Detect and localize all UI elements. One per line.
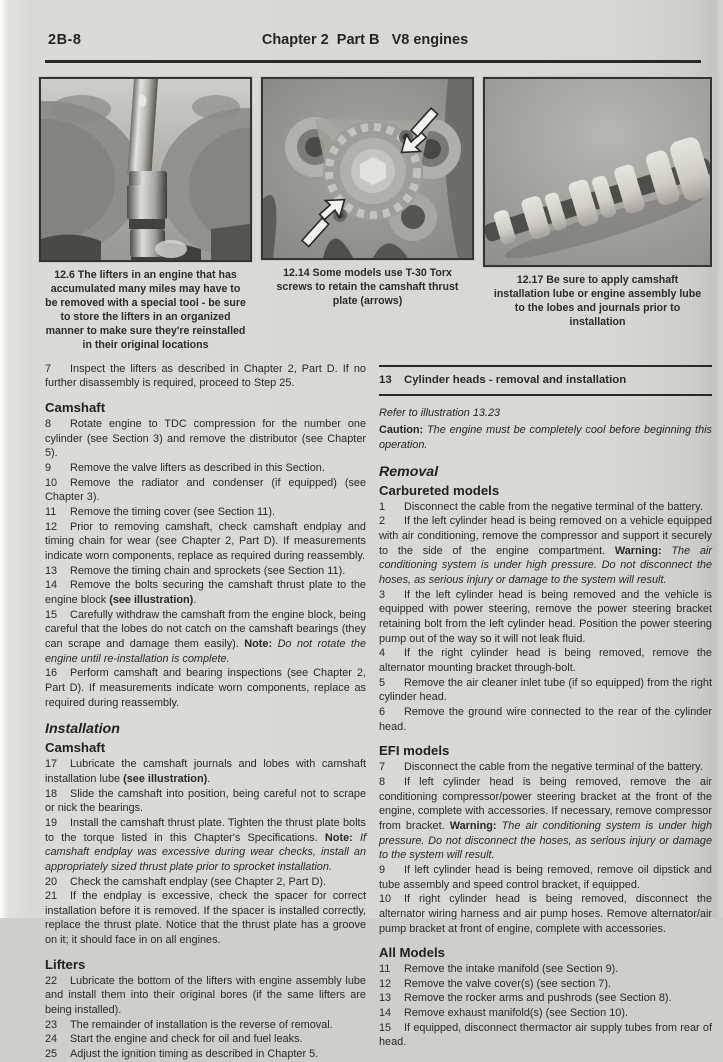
procedure-step [45, 1018, 366, 1033]
procedure-step [45, 974, 366, 1018]
procedure-step [45, 520, 366, 564]
procedure-step [379, 705, 712, 734]
procedure-step [379, 991, 712, 1006]
topic-heading: EFI models [379, 743, 450, 759]
step-text: Perform camshaft and bearing inspections (see Chapter 2, Part D). If measurements indicate worn components, replace as required during reassembly. [45, 667, 366, 709]
step-number: 3 [379, 588, 386, 601]
procedure-step [45, 875, 366, 890]
step-text: Install the camshaft thrust plate. Tighten the thrust plate bolts to the torque listed in this Chapter's Specifications. [45, 816, 366, 844]
step-text: The remainder of installation is the reverse of removal. [70, 1018, 333, 1031]
step-number: 20 [45, 875, 58, 888]
step-text: Rotate engine to TDC compression for the number one cylinder (see Section 3) and remove the distributor (see Chapter 5). [45, 418, 366, 460]
lifter-removal-photo [39, 77, 252, 262]
topic-heading: Lifters [45, 956, 86, 972]
illustration-reference [379, 406, 712, 421]
procedure-step [45, 417, 366, 461]
step-text: If right cylinder head is being removed, disconnect the alternator wiring harness and air pump hoses. Remove alternator/air pump bracket at front of engine, complete with accessories. [379, 893, 712, 935]
step-number: 8 [379, 775, 386, 788]
procedure-step [45, 476, 366, 505]
figure-12-6 [39, 77, 252, 353]
step-text: Inspect the lifters as described in Chapter 2, Part D. If no further disassembly is required, proceed to Step 25. [45, 362, 366, 390]
step-text: Warning: [449, 819, 502, 832]
procedure-step [45, 578, 366, 607]
step-text: Remove the timing cover (see Section 11). [70, 506, 275, 519]
section-13-banner [379, 365, 712, 396]
step-text: The air conditioning system is under high pressure. Do not disconnect the hoses, as serious injury or damage to the system will result. [379, 819, 712, 862]
step-text: Start the engine and check for oil and fuel leaks. [70, 1033, 303, 1046]
step-number: 21 [45, 890, 58, 903]
topic-heading: Camshaft [45, 400, 106, 416]
step-number: 15 [379, 1021, 392, 1034]
step-text: Refer to illustration 13.23 [379, 406, 501, 419]
step-number: 9 [45, 462, 52, 475]
step-text: Remove the valve cover(s) (see section 7). [404, 977, 612, 990]
step-text: If camshaft endplay was excessive during wear checks, install an appropriately sized thrust plate prior to sprocket installation. [45, 831, 366, 873]
figure-12-14-caption: 12.14 Some models use T-30 Torx screws to retain the camshaft thrust plate (arrows) [276, 267, 459, 307]
step-number: 24 [45, 1033, 58, 1046]
thrust-plate-photo [261, 77, 474, 260]
procedure-step [379, 892, 712, 936]
step-number: 14 [379, 1007, 392, 1020]
procedure-step [45, 1032, 366, 1047]
photo-row [39, 77, 705, 353]
step-text: Prior to removing camshaft, check camshaft endplay and timing chain for wear (see Chapter 2, Part D). If measurements indicate worn components, replace as required during reassembly. [45, 520, 366, 563]
lifter-removal-illustration [41, 79, 250, 260]
step-text: Remove exhaust manifold(s) (see Section 10). [404, 1007, 628, 1020]
subsection-heading: Removal [379, 463, 439, 480]
procedure-step [379, 775, 712, 863]
procedure-step [45, 787, 366, 816]
step-text: Remove the air cleaner inlet tube (if so equipped) from the right cylinder head. [379, 676, 712, 704]
figure-12-6-caption: 12.6 The lifters in an engine that has accumulated many miles may have to be removed with a special tool - be sure to store the lifters in an organized manner to make sure they're reinstalled in their original locations [45, 269, 246, 351]
step-text: Adjust the ignition timing as described in Chapter 5. [70, 1048, 319, 1061]
section-title: Cylinder heads - removal and installation [404, 373, 627, 386]
figure-12-14 [261, 77, 474, 353]
step-number: 8 [45, 418, 52, 431]
step-text: Remove the radiator and condenser (if equipped) (see Chapter 3). [45, 476, 366, 504]
topic-heading: Carbureted models [379, 482, 500, 498]
procedure-step [379, 500, 712, 515]
step-text: Warning: [614, 544, 672, 557]
right-column [379, 362, 712, 1062]
procedure-step [379, 588, 712, 647]
step-number: 12 [45, 520, 58, 533]
procedure-step [45, 461, 366, 476]
step-number: 10 [379, 893, 392, 906]
step-text: (see illustration) [109, 594, 194, 606]
step-number: 7 [45, 362, 52, 375]
subsection-heading: Installation [45, 721, 120, 738]
page-number: 2B-8 [48, 32, 82, 48]
step-text: Remove the timing chain and sprockets (see Section 11). [70, 564, 346, 577]
procedure-step [379, 514, 712, 587]
procedure-step [379, 863, 712, 892]
topic-heading: All Models [379, 945, 445, 961]
thrust-plate-illustration [263, 79, 472, 258]
procedure-step [45, 666, 366, 710]
step-text: Disconnect the cable from the negative terminal of the battery. [404, 761, 703, 774]
step-text: Note: [244, 637, 278, 650]
step-number: 13 [45, 564, 58, 577]
right-column-blocks [379, 406, 712, 1050]
step-number: 11 [45, 506, 57, 519]
step-number: 4 [379, 647, 386, 660]
step-text: Lubricate the bottom of the lifters with engine assembly lube and install them into their original bores (if the same lifters are being installed). [45, 974, 366, 1017]
procedure-step [45, 608, 366, 667]
step-number: 19 [45, 816, 58, 829]
header-rule [45, 60, 701, 63]
procedure-step [379, 1021, 712, 1050]
step-number: 25 [45, 1048, 58, 1061]
step-text: Remove the valve lifters as described in this Section. [70, 462, 325, 475]
text-columns [45, 362, 712, 1062]
step-text: If equipped, disconnect thermactor air supply tubes from rear of head. [379, 1021, 712, 1049]
step-text: Note: [324, 831, 360, 844]
procedure-step [379, 676, 712, 705]
step-text: Remove the ground wire connected to the rear of the cylinder head. [379, 705, 712, 733]
step-text: Remove the intake manifold (see Section 9). [404, 963, 619, 976]
procedure-step [45, 757, 366, 786]
step-number: 6 [379, 705, 386, 718]
topic-heading: Camshaft [45, 740, 106, 756]
step-text: Disconnect the cable from the negative terminal of the battery. [404, 500, 703, 513]
step-text: Do not rotate the engine until re-installation is complete. [45, 637, 366, 665]
step-text: If the endplay is excessive, check the spacer for correct installation before it is removed. If the spacer is installed correctly, replace the thrust plate. Notice that the thrust plate has a groove on it; it should face in on all engines. [45, 890, 366, 947]
step-text: The engine must be completely cool before beginning this operation. [379, 424, 712, 452]
step-number: 23 [45, 1018, 58, 1031]
page-header [45, 30, 705, 56]
step-text: (see illustration) [123, 772, 208, 785]
procedure-step [45, 505, 366, 520]
camshaft-photo [483, 77, 712, 267]
step-number: 1 [379, 500, 386, 513]
step-number: 7 [379, 761, 386, 774]
step-number: 10 [45, 476, 58, 489]
step-text: Remove the rocker arms and pushrods (see Section 8). [404, 992, 672, 1005]
step-text: . [207, 772, 211, 785]
step-text: If the left cylinder head is being removed on a vehicle equipped with air conditioning, remove the compressor and support it securely to the side of the engine compartment. [379, 515, 712, 557]
step-text: . [193, 594, 197, 606]
page-title: Chapter 2 Part B V8 engines [261, 32, 469, 48]
step-text: If left cylinder head is being removed, remove oil dipstick and tube assembly and speed control bracket, if equipped. [379, 863, 712, 891]
step-number: 11 [379, 963, 391, 976]
procedure-step [379, 1006, 712, 1021]
step-number: 18 [45, 787, 58, 800]
step-text: If left cylinder head is being removed, remove the air conditioning compressor/power steering bracket at the front of the engine, complete with accessories. If necessary, remove compressor from bracket. [379, 775, 712, 832]
procedure-step [45, 564, 366, 579]
step-number: 9 [379, 863, 386, 876]
step-text: Check the camshaft endplay (see Chapter 2, Part D). [70, 875, 327, 888]
section-number: 13 [379, 373, 392, 386]
procedure-step [379, 646, 712, 675]
procedure-step [45, 816, 366, 875]
step-text: Slide the camshaft into position, being careful not to scrape or nick the bearings. [45, 787, 366, 815]
procedure-step [379, 962, 712, 977]
step-number: 22 [45, 974, 58, 987]
procedure-step [379, 760, 712, 775]
step-text: If the right cylinder head is being removed, remove the alternator mounting bracket through-bolt. [379, 647, 712, 674]
procedure-step [45, 889, 366, 948]
step-text: The air conditioning system is under high pressure. Do not disconnect the hoses, as serious injury or damage to the system will result. [379, 544, 712, 587]
step-number: 2 [379, 515, 386, 528]
step-text: Lubricate the camshaft journals and lobes with camshaft installation lube [45, 758, 366, 785]
step-text: Remove the bolts securing the camshaft thrust plate to the engine block [45, 579, 366, 606]
caution-note [379, 423, 712, 452]
procedure-step [379, 977, 712, 992]
step-number: 12 [379, 977, 392, 990]
left-column [45, 362, 366, 1062]
step-number: 15 [45, 608, 58, 621]
step-number: 14 [45, 579, 58, 592]
figure-12-17-caption: 12.17 Be sure to apply camshaft installation lube or engine assembly lube to the lobes and journals prior to installation [493, 274, 702, 328]
procedure-step [45, 362, 366, 391]
step-number: 17 [45, 758, 58, 771]
step-text: Caution: [379, 424, 427, 437]
figure-12-17 [483, 77, 712, 353]
step-text: If the left cylinder head is being removed and the vehicle is equipped with power steering, remove the power steering bracket retaining bolt from the left cylinder head. Position the power steering pump out of the way so it will not leak fluid. [379, 588, 712, 645]
step-number: 16 [45, 667, 58, 680]
step-number: 5 [379, 676, 386, 689]
procedure-step [45, 1047, 366, 1062]
camshaft-illustration [485, 79, 710, 265]
step-number: 13 [379, 992, 392, 1005]
step-text: Carefully withdraw the camshaft from the engine block, being careful that the lobes do not catch on the camshaft bearings (they can scrape and damage them easily). [45, 608, 366, 650]
